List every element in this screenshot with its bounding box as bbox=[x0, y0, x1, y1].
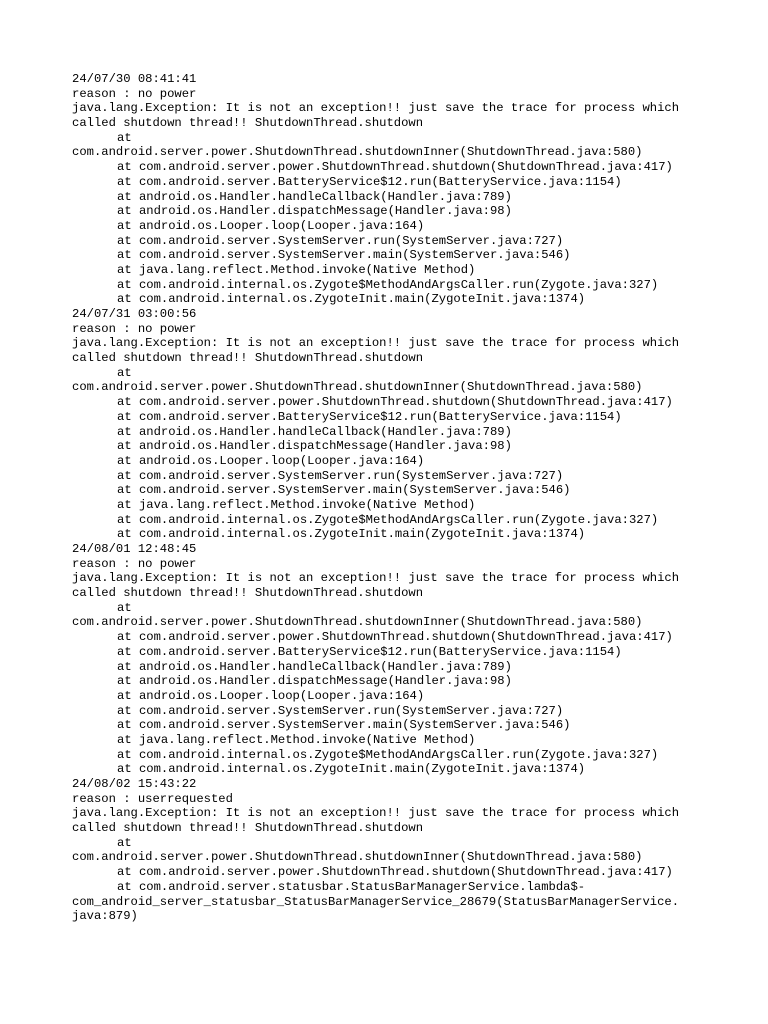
stack-frame: com.android.server.power.ShutdownThread.shutdownInner(ShutdownThread.java:580) bbox=[72, 380, 643, 395]
stack-frame: at android.os.Handler.dispatchMessage(Handler.java:98) bbox=[117, 204, 512, 219]
stack-frame: at com.android.internal.os.Zygote$MethodAndArgsCaller.run(Zygote.java:327) bbox=[117, 512, 659, 527]
stack-frame: at com.android.server.SystemServer.main(SystemServer.java:546) bbox=[117, 718, 571, 733]
stack-frame: com.android.server.power.ShutdownThread.shutdownInner(ShutdownThread.java:580) bbox=[72, 850, 643, 865]
stack-frame: at android.os.Handler.handleCallback(Handler.java:789) bbox=[117, 424, 512, 439]
log-entry bbox=[72, 542, 712, 777]
at-label: at bbox=[117, 365, 132, 380]
stack-frame: at com.android.internal.os.ZygoteInit.main(ZygoteInit.java:1374) bbox=[117, 527, 586, 542]
stack-frame: at com.android.internal.os.Zygote$MethodAndArgsCaller.run(Zygote.java:327) bbox=[117, 747, 659, 762]
at-label: at bbox=[117, 130, 132, 145]
stack-frame: at java.lang.reflect.Method.invoke(Native Method) bbox=[117, 262, 476, 277]
stack-frame: at android.os.Handler.dispatchMessage(Handler.java:98) bbox=[117, 674, 512, 689]
stack-frame: at android.os.Handler.handleCallback(Handler.java:789) bbox=[117, 659, 512, 674]
log-entry bbox=[72, 72, 712, 307]
entry-reason: reason : no power bbox=[72, 556, 197, 571]
stack-frame: at android.os.Handler.dispatchMessage(Handler.java:98) bbox=[117, 439, 512, 454]
stack-frame: at java.lang.reflect.Method.invoke(Native Method) bbox=[117, 497, 476, 512]
entry-reason: reason : no power bbox=[72, 321, 197, 336]
stack-frame: at com.android.server.BatteryService$12.run(BatteryService.java:1154) bbox=[117, 644, 622, 659]
stack-frame: at com.android.server.BatteryService$12.run(BatteryService.java:1154) bbox=[117, 409, 622, 424]
stack-frame: at android.os.Looper.loop(Looper.java:164) bbox=[117, 688, 425, 703]
stack-frame: at android.os.Looper.loop(Looper.java:164) bbox=[117, 218, 425, 233]
stack-frame: at com.android.server.BatteryService$12.run(BatteryService.java:1154) bbox=[117, 174, 622, 189]
entry-reason: reason : no power bbox=[72, 86, 197, 101]
log-entry bbox=[72, 307, 712, 542]
stack-frame: at android.os.Handler.handleCallback(Handler.java:789) bbox=[117, 189, 512, 204]
exception-line: called shutdown thread!! ShutdownThread.shutdown bbox=[72, 586, 424, 601]
exception-line: called shutdown thread!! ShutdownThread.shutdown bbox=[72, 821, 424, 836]
exception-line: java.lang.Exception: It is not an exception!! just save the trace for process which bbox=[72, 101, 680, 116]
stack-frame: at com.android.server.power.ShutdownThread.shutdown(ShutdownThread.java:417) bbox=[117, 160, 673, 175]
stack-frame: at com.android.server.statusbar.StatusBarManagerService.lambda$- bbox=[117, 879, 586, 894]
exception-line: java.lang.Exception: It is not an exception!! just save the trace for process which bbox=[72, 336, 680, 351]
entry-timestamp: 24/07/30 08:41:41 bbox=[72, 72, 197, 86]
stack-frame: com.android.server.power.ShutdownThread.shutdownInner(ShutdownThread.java:580) bbox=[72, 145, 643, 160]
log-entry bbox=[72, 777, 712, 924]
entry-timestamp: 24/08/02 15:43:22 bbox=[72, 777, 197, 791]
at-label: at bbox=[117, 835, 132, 850]
exception-line: called shutdown thread!! ShutdownThread.shutdown bbox=[72, 351, 424, 366]
entry-timestamp: 24/08/01 12:48:45 bbox=[72, 542, 197, 556]
stack-frame: at java.lang.reflect.Method.invoke(Native Method) bbox=[117, 732, 476, 747]
stack-frame: at com.android.server.SystemServer.main(SystemServer.java:546) bbox=[117, 483, 571, 498]
stack-frame: at com.android.server.power.ShutdownThread.shutdown(ShutdownThread.java:417) bbox=[117, 630, 673, 645]
stack-frame: at com.android.server.SystemServer.run(SystemServer.java:727) bbox=[117, 703, 564, 718]
log-document bbox=[72, 72, 712, 924]
stack-frame-continuation: com_android_server_statusbar_StatusBarManagerService_28679(StatusBarManagerService. bbox=[72, 894, 680, 909]
stack-frame: at com.android.server.power.ShutdownThread.shutdown(ShutdownThread.java:417) bbox=[117, 395, 673, 410]
stack-frame: at com.android.server.SystemServer.main(SystemServer.java:546) bbox=[117, 248, 571, 263]
entry-reason: reason : userrequested bbox=[72, 791, 233, 806]
stack-frame: at com.android.server.power.ShutdownThread.shutdown(ShutdownThread.java:417) bbox=[117, 865, 673, 880]
entry-timestamp: 24/07/31 03:00:56 bbox=[72, 307, 197, 321]
stack-frame: at com.android.internal.os.Zygote$MethodAndArgsCaller.run(Zygote.java:327) bbox=[117, 277, 659, 292]
stack-frame: at com.android.internal.os.ZygoteInit.main(ZygoteInit.java:1374) bbox=[117, 292, 586, 307]
stack-frame: com.android.server.power.ShutdownThread.shutdownInner(ShutdownThread.java:580) bbox=[72, 615, 643, 630]
at-label: at bbox=[117, 600, 132, 615]
exception-line: java.lang.Exception: It is not an exception!! just save the trace for process which bbox=[72, 806, 680, 821]
exception-line: called shutdown thread!! ShutdownThread.shutdown bbox=[72, 116, 424, 131]
stack-frame-continuation: java:879) bbox=[72, 909, 138, 924]
exception-line: java.lang.Exception: It is not an exception!! just save the trace for process which bbox=[72, 571, 680, 586]
stack-frame: at com.android.server.SystemServer.run(SystemServer.java:727) bbox=[117, 468, 564, 483]
stack-frame: at com.android.server.SystemServer.run(SystemServer.java:727) bbox=[117, 233, 564, 248]
stack-frame: at com.android.internal.os.ZygoteInit.main(ZygoteInit.java:1374) bbox=[117, 762, 586, 777]
stack-frame: at android.os.Looper.loop(Looper.java:164) bbox=[117, 453, 425, 468]
